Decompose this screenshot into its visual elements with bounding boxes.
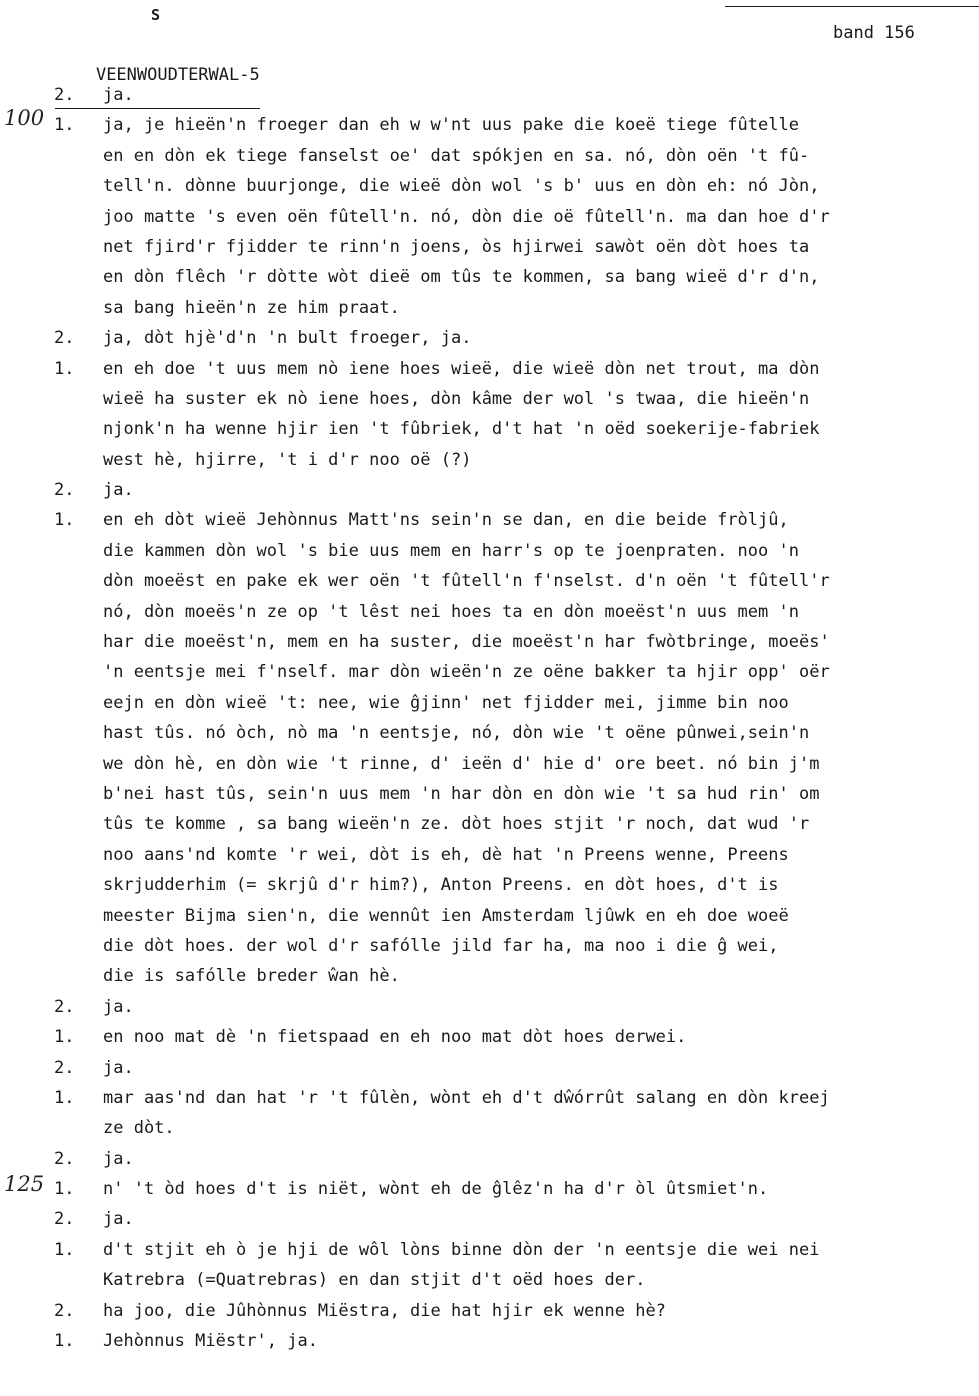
transcript-line [0, 961, 979, 991]
transcript-line [0, 1022, 979, 1052]
title-mark: S [151, 6, 161, 24]
line-text: west hè, hjirre, 't i d'r noo oë (?) [103, 449, 472, 470]
speaker-number: 1. [54, 1027, 75, 1048]
transcript-line [0, 505, 979, 535]
transcript-line [0, 1296, 979, 1326]
speaker-number: 2. [54, 1148, 75, 1169]
transcript-line [0, 597, 979, 627]
transcript-line [0, 323, 979, 353]
transcript-line [0, 566, 979, 596]
line-text: b'nei hast tûs, sein'n uus mem 'n har dòn en dòn wie 't sa hud rin' om [103, 783, 820, 804]
transcript-line [0, 110, 979, 140]
line-text: ja. [103, 480, 134, 501]
speaker-number: 2. [54, 328, 75, 349]
transcript-line [0, 202, 979, 232]
line-text: ja. [103, 1209, 134, 1230]
speaker-number: 1. [54, 1179, 75, 1200]
line-text: wieë ha suster ek nò iene hoes, dòn kâme der wol 's twaa, die hieën'n [103, 388, 810, 409]
transcript-line [0, 1174, 979, 1204]
line-text: ja, je hieën'n froeger dan eh w w'nt uus pake die koeë tiege fûtelle [103, 115, 799, 136]
line-text: ja. [103, 85, 134, 105]
transcript-line [0, 1235, 979, 1265]
band-number: band 156 [833, 23, 915, 43]
transcript-line [0, 809, 979, 839]
transcript-line [0, 749, 979, 779]
speaker-number: 1. [54, 115, 75, 136]
line-text: we dòn hè, en dòn wie 't rinne, d' ieën d' hie d' ore beet. nó bin j'm [103, 753, 820, 774]
line-text: en eh doe 't uus mem nò iene hoes wieë, die wieë dòn net trout, ma dòn [103, 358, 820, 379]
line-text: en eh dòt wieë Jehònnus Matt'ns sein'n se dan, en die beide fròljû, [103, 510, 789, 531]
transcript-line [0, 171, 979, 201]
line-text: noo aans'nd komte 'r wei, dòt is eh, dè hat 'n Preens wenne, Preens [103, 844, 789, 865]
line-text: sa bang hieën'n ze him praat. [103, 297, 400, 318]
transcript-line [0, 627, 979, 657]
transcript-line [0, 1204, 979, 1234]
speaker-number: 2. [54, 480, 75, 501]
transcript-lines [0, 80, 979, 1356]
transcript-line [0, 1265, 979, 1295]
transcript-line [0, 232, 979, 262]
transcript-line [0, 354, 979, 384]
line-text: ha joo, die Jûhònnus Miëstra, die hat hjir ek wenne hè? [103, 1300, 666, 1321]
line-text: Jehònnus Miëstr', ja. [103, 1331, 318, 1352]
speaker-number: 2. [54, 85, 75, 105]
transcript-line [0, 80, 979, 110]
transcript-line [0, 657, 979, 687]
line-text: net fjird'r fjidder te rinn'n joens, òs hjirwei sawòt oën dòt hoes ta [103, 236, 810, 257]
speaker-number: 1. [54, 510, 75, 531]
line-text: Katrebra (=Quatrebras) en dan stjit d't oëd hoes der. [103, 1270, 646, 1291]
line-text: skrjudderhim (= skrjû d'r him?), Anton Preens. en dòt hoes, d't is [103, 875, 779, 896]
line-text: d't stjit eh ò je hji de wôl lòns binne dòn der 'n eentsje die wei nei [103, 1239, 820, 1260]
transcript-line [0, 1326, 979, 1356]
transcript-line [0, 931, 979, 961]
transcript-line [0, 901, 979, 931]
transcript-line [0, 1053, 979, 1083]
line-text: en noo mat dè 'n fietspaad en eh noo mat dòt hoes derwei. [103, 1027, 687, 1048]
transcript-line [0, 414, 979, 444]
line-text: njonk'n ha wenne hjir ien 't fûbriek, d't hat 'n oëd soekerije-fabriek [103, 419, 820, 440]
margin-note-125: 125 [4, 1172, 45, 1196]
transcript-line [0, 1083, 979, 1113]
top-rule [725, 6, 979, 7]
line-text: har die moeëst'n, mem en ha suster, die moeëst'n har fwòtbringe, moeës' [103, 632, 830, 653]
transcript-line [0, 779, 979, 809]
speaker-number: 2. [54, 1057, 75, 1078]
line-text: ja. [103, 996, 134, 1017]
transcript-line [0, 688, 979, 718]
document-title-text: VEENWOUDTERWAL-5 [95, 65, 260, 85]
transcript-line [0, 445, 979, 475]
line-text: ze dòt. [103, 1118, 175, 1139]
transcript-line [0, 536, 979, 566]
transcript-line [0, 870, 979, 900]
transcript-line [0, 384, 979, 414]
line-text: ja. [103, 1057, 134, 1078]
line-text: die kammen dòn wol 's bie uus mem en harr's op te joenpraten. noo 'n [103, 540, 799, 561]
line-text: n' 't òd hoes d't is niët, wònt eh de ĝlêz'n ha d'r òl ûtsmiet'n. [103, 1179, 769, 1200]
line-text: joo matte 's even oën fûtell'n. nó, dòn die oë fûtell'n. ma dan hoe d'r [103, 206, 830, 227]
speaker-number: 1. [54, 358, 75, 379]
transcript-line [0, 1113, 979, 1143]
line-text: nó, dòn moeës'n ze op 't lêst nei hoes ta en dòn moeëst'n uus mem 'n [103, 601, 799, 622]
line-text: tell'n. dònne buurjonge, die wieë dòn wol 's b' uus en dòn eh: nó Jòn, [103, 176, 820, 197]
line-text: mar aas'nd dan hat 'r 't fûlèn, wònt eh d't dŵórrût salang en dòn kreej [103, 1087, 830, 1108]
transcript-line [0, 1144, 979, 1174]
line-text: dòn moeëst en pake ek wer oën 't fûtell'n f'nselst. d'n oën 't fûtell'r [103, 571, 830, 592]
transcript-line [0, 840, 979, 870]
speaker-number: 1. [54, 1239, 75, 1260]
line-text: die is safólle breder ŵan hè. [103, 966, 400, 987]
line-text: en en dòn ek tiege fanselst oe' dat spókjen en sa. nó, dòn oën 't fû- [103, 145, 810, 166]
line-text: meester Bijma sien'n, die wennût ien Amsterdam ljûwk en eh doe woeë [103, 905, 789, 926]
line-text: 'n eentsje mei f'nself. mar dòn wieën'n ze oëne bakker ta hjir opp' oër [103, 662, 830, 683]
line-text: die dòt hoes. der wol d'r safólle jild far ha, ma noo i die ĝ wei, [103, 935, 779, 956]
margin-note-100: 100 [4, 106, 45, 130]
transcript-line [0, 262, 979, 292]
transcript-line [0, 475, 979, 505]
speaker-number: 2. [54, 1300, 75, 1321]
speaker-number: 2. [54, 1209, 75, 1230]
transcript-line [0, 293, 979, 323]
line-text: eejn en dòn wieë 't: nee, wie ĝjinn' net fjidder mei, jimme bin noo [103, 692, 789, 713]
line-text: hast tûs. nó òch, nò ma 'n eentsje, nó, dòn wie 't oëne pûnwei,sein'n [103, 723, 810, 744]
speaker-number: 2. [54, 996, 75, 1017]
speaker-number: 1. [54, 1331, 75, 1352]
line-text: ja, dòt hjè'd'n 'n bult froeger, ja. [103, 328, 472, 349]
transcript-line [0, 718, 979, 748]
transcript-line [0, 141, 979, 171]
speaker-number: 1. [54, 1087, 75, 1108]
line-text: tûs te komme , sa bang wieën'n ze. dòt hoes stjit 'r noch, dat wud 'r [103, 814, 810, 835]
line-text: en dòn flêch 'r dòtte wòt dieë om tûs te kommen, sa bang wieë d'r d'n, [103, 267, 820, 288]
line-text: ja. [103, 1148, 134, 1169]
transcript-line [0, 992, 979, 1022]
